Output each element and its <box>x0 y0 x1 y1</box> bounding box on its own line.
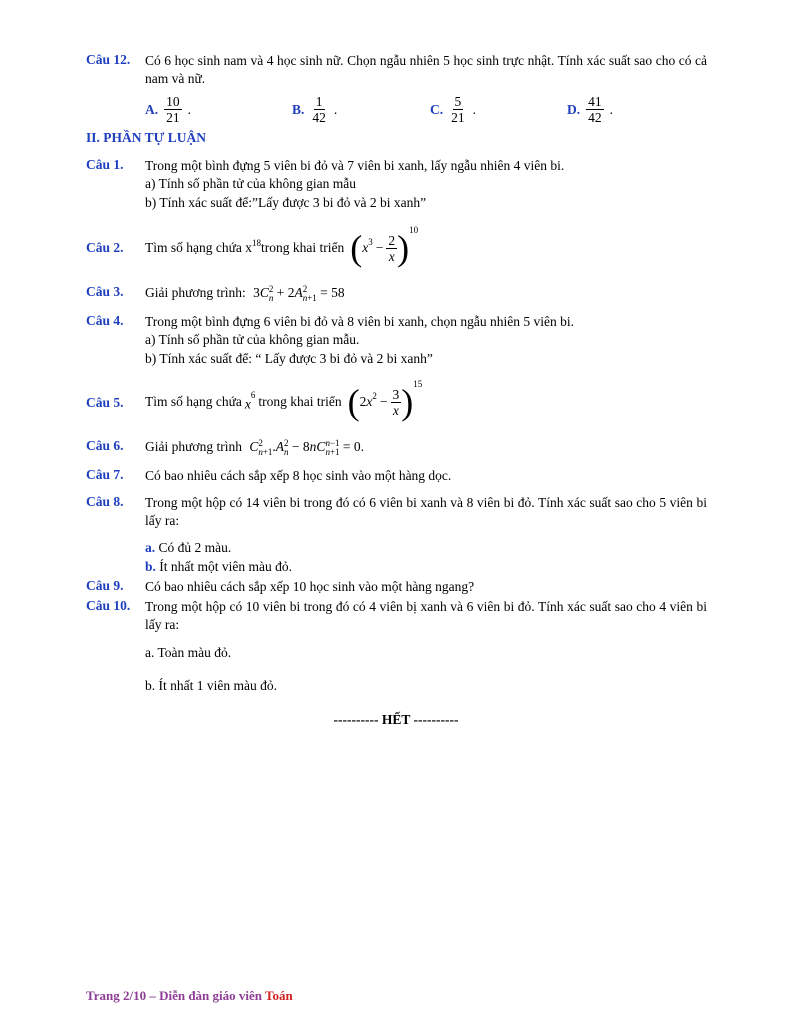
question-1-part-a: a) Tính số phần tử của không gian mẫu <box>145 176 357 191</box>
option-c-denominator: 21 <box>451 110 465 125</box>
question-2-fraction-num: 2 <box>388 232 396 248</box>
question-5-fraction <box>391 387 402 418</box>
question-2-text-part2: trong khai triển <box>261 240 345 255</box>
option-d-letter: D. <box>567 101 581 117</box>
question-6-equation: C 2 n+1 .A 2 n − 8nC n−1 n+1 = 0. <box>249 437 365 457</box>
footer-subject: Toán <box>265 988 293 1003</box>
question-10-part-a: a. Toàn màu đỏ. <box>145 645 232 660</box>
question-8-part-b <box>145 558 292 576</box>
option-c-letter: C. <box>430 101 444 117</box>
question-8-text: Trong một hộp có 14 viên bi trong đó có 6 viên bi xanh và 8 viên bi đỏ. Tính xác suất sao cho 5 viên bi lấy ra: <box>145 495 707 528</box>
question-2-text-part1: Tìm số hạng chứa x <box>145 240 253 255</box>
option-d: D. $\frac{41}{42}$ . <box>567 94 613 125</box>
question-12-text: Có 6 học sinh nam và 4 học sinh nữ. Chọn ngẫu nhiên 5 học sinh trực nhật. Tính xác suất sao cho có cả nam và nữ. <box>145 53 707 86</box>
question-5-text: Tìm số hạng chứa $x^6$ trong khai triển ( 2x $^2$ − $\frac{3}{x}$ ) $^{15}$ <box>145 380 707 424</box>
question-2-expression: ( x $^3$ − $\frac{2}{x}$ ) $^{10}$ <box>350 230 418 266</box>
question-5-fraction-num: 3 <box>392 386 400 402</box>
question-8-label: Câu 8. <box>86 494 124 509</box>
option-d-numerator: 41 <box>588 94 602 109</box>
question-5-text-part1: Tìm số hạng chứa <box>145 394 242 409</box>
question-4-label: Câu 4. <box>86 313 124 328</box>
question-4-text: Trong một bình đựng 6 viên bi đỏ và 8 viên bi xanh, chọn ngẫu nhiên 5 viên bi. <box>145 314 575 329</box>
question-3-equation: 3C 2 n + 2A 2 n+1 = 58 <box>253 283 345 303</box>
question-5-fraction-den: x <box>392 402 399 418</box>
question-2-exponent: 10 <box>409 225 419 235</box>
option-b-numerator: 1 <box>315 94 323 109</box>
page-footer <box>86 988 293 1004</box>
option-d-denominator: 42 <box>588 110 602 125</box>
question-2-fraction-den: x <box>388 248 395 264</box>
option-c: C. $\frac{5}{21}$ . <box>430 94 476 125</box>
question-10-part-b: b. Ít nhất 1 viên màu đỏ. <box>145 678 277 693</box>
question-1-part-b: b) Tính xác suất để:”Lấy được 3 bi đỏ và 2 bi xanh” <box>145 195 427 210</box>
section-title: II. PHẦN TỰ LUẬN <box>86 130 207 145</box>
question-6-text-part1: Giải phương trình <box>145 439 242 454</box>
option-b-fraction <box>310 94 328 125</box>
question-12-label: Câu 12. <box>86 52 131 67</box>
end-marker: ---------- HẾT ---------- <box>333 712 459 727</box>
question-6-label: Câu 6. <box>86 438 124 453</box>
question-1-text: Trong một bình đựng 5 viên bi đỏ và 7 viên bi xanh, lấy ngẫu nhiên 4 viên bi. <box>145 158 565 173</box>
question-4-part-a: a) Tính số phần tử của không gian mẫu. <box>145 332 360 347</box>
question-10-text: Trong một hộp có 10 viên bi trong đó có 4 viên bị xanh và 6 viên bi đỏ. Tính xác suất sao cho 4 viên bi lấy ra: <box>145 599 707 632</box>
question-2-text: Tìm số hạng chứa x $^{18}$ trong khai triển ( x $^3$ − $\frac{2}{x}$ ) $^{10}$ <box>145 226 707 270</box>
question-4-part-b: b) Tính xác suất để: “ Lấy được 3 bi đỏ và 2 bi xanh” <box>145 351 433 366</box>
question-8-part-a <box>145 539 231 557</box>
question-5-exponent: 15 <box>413 379 423 389</box>
question-8-part-b-text: Ít nhất một viên màu đỏ. <box>159 559 292 574</box>
option-a-letter: A. <box>145 101 159 117</box>
question-8-part-a-letter: a. <box>145 540 156 555</box>
question-10-label: Câu 10. <box>86 598 131 613</box>
question-6-text <box>145 438 707 457</box>
question-7-label: Câu 7. <box>86 467 124 482</box>
option-a: A. $\frac{10}{21}$ . <box>145 94 191 125</box>
option-d-fraction <box>586 94 604 125</box>
question-2-fraction <box>386 233 397 264</box>
question-1-label: Câu 1. <box>86 157 124 172</box>
option-c-fraction <box>449 94 467 125</box>
question-3-text <box>145 284 707 303</box>
question-8-part-a-text: Có đủ 2 màu. <box>158 540 232 555</box>
option-a-numerator: 10 <box>166 94 180 109</box>
question-5-text-part2: trong khai triển <box>258 394 342 409</box>
option-b-letter: B. <box>292 101 305 117</box>
footer-text: Trang 2/10 – Diễn đàn giáo viên <box>86 988 266 1003</box>
question-5-expression: ( 2x $^2$ − $\frac{3}{x}$ ) $^{15}$ <box>348 384 423 420</box>
option-b: B. $\frac{1}{42}$ . <box>292 94 338 125</box>
question-9-text: Có bao nhiêu cách sắp xếp 10 học sinh vào một hàng ngang? <box>145 579 475 594</box>
option-c-numerator: 5 <box>454 94 462 109</box>
question-3-rhs: 58 <box>331 285 345 300</box>
option-b-denominator: 42 <box>312 110 326 125</box>
question-7-text: Có bao nhiêu cách sắp xếp 8 học sinh vào một hàng dọc. <box>145 468 452 483</box>
option-a-denominator: 21 <box>166 110 180 125</box>
question-9-label: Câu 9. <box>86 578 124 593</box>
option-a-fraction <box>164 94 182 125</box>
question-3-label: Câu 3. <box>86 284 124 299</box>
question-5-label: Câu 5. <box>86 395 124 410</box>
question-3-text-part1: Giải phương trình: <box>145 285 246 300</box>
question-8-part-b-letter: b. <box>145 559 156 574</box>
question-2-label: Câu 2. <box>86 240 124 255</box>
